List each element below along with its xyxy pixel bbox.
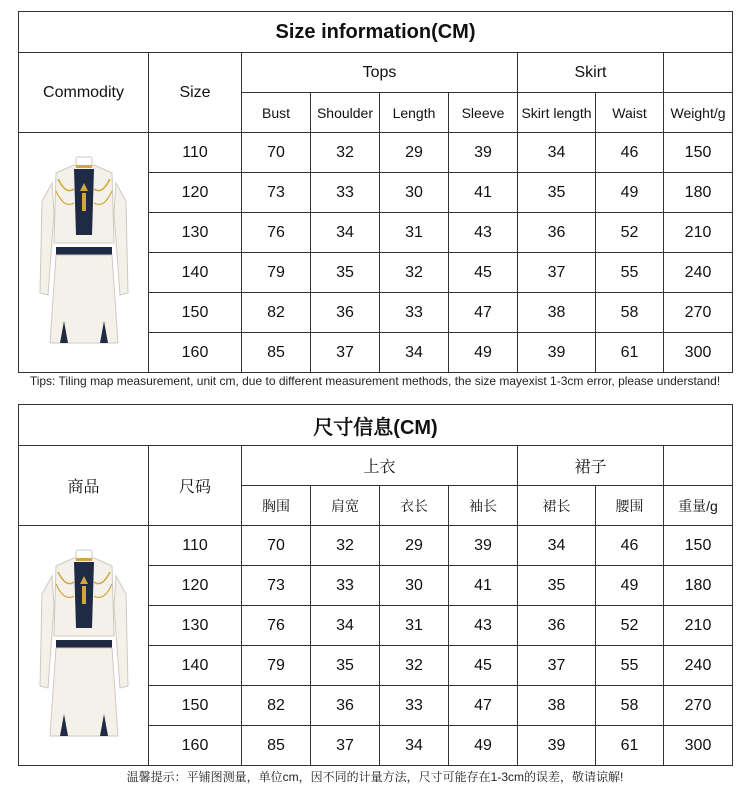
table-title: 尺寸信息(CM)	[19, 405, 733, 446]
col-header: 肩宽	[311, 486, 380, 526]
measurement-value: 30	[380, 566, 449, 606]
measurement-value: 52	[596, 213, 664, 253]
measurement-value: 49	[596, 566, 664, 606]
measurement-value: 38	[518, 293, 596, 333]
measurement-value: 300	[664, 333, 733, 373]
measurement-value: 150	[664, 526, 733, 566]
measurement-value: 85	[242, 333, 311, 373]
commodity-header: 商品	[19, 446, 149, 526]
measurement-value: 36	[518, 606, 596, 646]
measurement-value: 34	[311, 606, 380, 646]
measurement-value: 38	[518, 686, 596, 726]
table-title: Size information(CM)	[19, 12, 733, 53]
measurement-value: 37	[311, 333, 380, 373]
measurement-value: 34	[518, 526, 596, 566]
measurement-value: 45	[449, 253, 518, 293]
measurement-value: 58	[596, 293, 664, 333]
measurement-value: 33	[311, 566, 380, 606]
measurement-value: 210	[664, 213, 733, 253]
measurement-value: 39	[449, 133, 518, 173]
measurement-value: 47	[449, 686, 518, 726]
measurement-value: 37	[518, 646, 596, 686]
measurement-value: 37	[518, 253, 596, 293]
measurement-value: 41	[449, 566, 518, 606]
size-value: 110	[149, 526, 242, 566]
measurement-value: 37	[311, 726, 380, 766]
skirt-header: 裙子	[518, 446, 664, 486]
measurement-value: 35	[518, 566, 596, 606]
measurement-value: 29	[380, 526, 449, 566]
table-row	[19, 526, 733, 566]
size-header: 尺码	[149, 446, 242, 526]
measurement-value: 270	[664, 686, 733, 726]
skirt-header: Skirt	[518, 53, 664, 93]
measurement-value: 35	[311, 253, 380, 293]
size-value: 130	[149, 213, 242, 253]
measurement-value: 55	[596, 253, 664, 293]
measurement-value: 240	[664, 646, 733, 686]
measurement-value: 47	[449, 293, 518, 333]
measurement-value: 45	[449, 646, 518, 686]
measurement-value: 31	[380, 213, 449, 253]
measurement-value: 55	[596, 646, 664, 686]
measurement-value: 240	[664, 253, 733, 293]
measurement-value: 35	[518, 173, 596, 213]
measurement-value: 49	[596, 173, 664, 213]
size-table-zh	[18, 404, 733, 766]
measurement-value: 270	[664, 293, 733, 333]
col-header: Skirt length	[518, 93, 596, 133]
dress-product-image	[34, 143, 134, 363]
measurement-value: 82	[242, 293, 311, 333]
col-header: 袖长	[449, 486, 518, 526]
measurement-value: 82	[242, 686, 311, 726]
size-table-en	[18, 11, 733, 373]
measurement-value: 76	[242, 606, 311, 646]
measurement-value: 52	[596, 606, 664, 646]
measurement-value: 180	[664, 173, 733, 213]
measurement-value: 70	[242, 133, 311, 173]
product-image-cell	[19, 526, 149, 766]
measurement-value: 35	[311, 646, 380, 686]
col-header: Waist	[596, 93, 664, 133]
tops-header: Tops	[242, 53, 518, 93]
col-header: 重量/g	[664, 486, 733, 526]
measurement-value: 49	[449, 726, 518, 766]
measurement-value: 29	[380, 133, 449, 173]
col-header: 衣长	[380, 486, 449, 526]
measurement-value: 32	[311, 133, 380, 173]
product-image-cell	[19, 133, 149, 373]
measurement-value: 34	[518, 133, 596, 173]
measurement-value: 49	[449, 333, 518, 373]
size-value: 110	[149, 133, 242, 173]
measurement-value: 43	[449, 213, 518, 253]
measurement-value: 46	[596, 133, 664, 173]
measurement-value: 32	[311, 526, 380, 566]
col-header: 裙长	[518, 486, 596, 526]
measurement-value: 43	[449, 606, 518, 646]
measurement-value: 76	[242, 213, 311, 253]
col-header: Weight/g	[664, 93, 733, 133]
table-row	[19, 133, 733, 173]
measurement-value: 36	[518, 213, 596, 253]
measurement-value: 34	[380, 333, 449, 373]
size-value: 160	[149, 333, 242, 373]
measurement-value: 79	[242, 646, 311, 686]
measurement-value: 33	[380, 686, 449, 726]
measurement-value: 39	[449, 526, 518, 566]
measurement-value: 210	[664, 606, 733, 646]
measurement-value: 300	[664, 726, 733, 766]
measurement-value: 73	[242, 566, 311, 606]
tips-note-en: Tips: Tiling map measurement, unit cm, due to different measurement methods, the size mayexist 1-3cm error, please understand!	[29, 374, 721, 388]
measurement-value: 33	[380, 293, 449, 333]
measurement-value: 61	[596, 726, 664, 766]
size-value: 150	[149, 293, 242, 333]
size-value: 130	[149, 606, 242, 646]
col-header: Bust	[242, 93, 311, 133]
measurement-value: 39	[518, 726, 596, 766]
measurement-value: 32	[380, 646, 449, 686]
measurement-value: 58	[596, 686, 664, 726]
empty-header-cell	[664, 53, 733, 93]
measurement-value: 41	[449, 173, 518, 213]
commodity-header: Commodity	[19, 53, 149, 133]
measurement-value: 36	[311, 686, 380, 726]
measurement-value: 70	[242, 526, 311, 566]
col-header: Length	[380, 93, 449, 133]
size-value: 160	[149, 726, 242, 766]
size-value: 120	[149, 173, 242, 213]
measurement-value: 32	[380, 253, 449, 293]
col-header: Sleeve	[449, 93, 518, 133]
col-header: 胸围	[242, 486, 311, 526]
size-value: 150	[149, 686, 242, 726]
measurement-value: 34	[380, 726, 449, 766]
measurement-value: 79	[242, 253, 311, 293]
size-header: Size	[149, 53, 242, 133]
tops-header: 上衣	[242, 446, 518, 486]
measurement-value: 150	[664, 133, 733, 173]
measurement-value: 36	[311, 293, 380, 333]
measurement-value: 85	[242, 726, 311, 766]
empty-header-cell	[664, 446, 733, 486]
size-value: 120	[149, 566, 242, 606]
dress-product-image	[34, 536, 134, 756]
measurement-value: 34	[311, 213, 380, 253]
measurement-value: 31	[380, 606, 449, 646]
measurement-value: 180	[664, 566, 733, 606]
size-value: 140	[149, 253, 242, 293]
col-header: Shoulder	[311, 93, 380, 133]
tips-note-zh: 温馨提示：平铺图测量，单位cm，因不同的计量方法，尺寸可能存在1-3cm的误差，敬请谅解!	[126, 770, 624, 784]
measurement-value: 73	[242, 173, 311, 213]
measurement-value: 46	[596, 526, 664, 566]
size-value: 140	[149, 646, 242, 686]
measurement-value: 61	[596, 333, 664, 373]
measurement-value: 33	[311, 173, 380, 213]
col-header: 腰围	[596, 486, 664, 526]
measurement-value: 39	[518, 333, 596, 373]
measurement-value: 30	[380, 173, 449, 213]
